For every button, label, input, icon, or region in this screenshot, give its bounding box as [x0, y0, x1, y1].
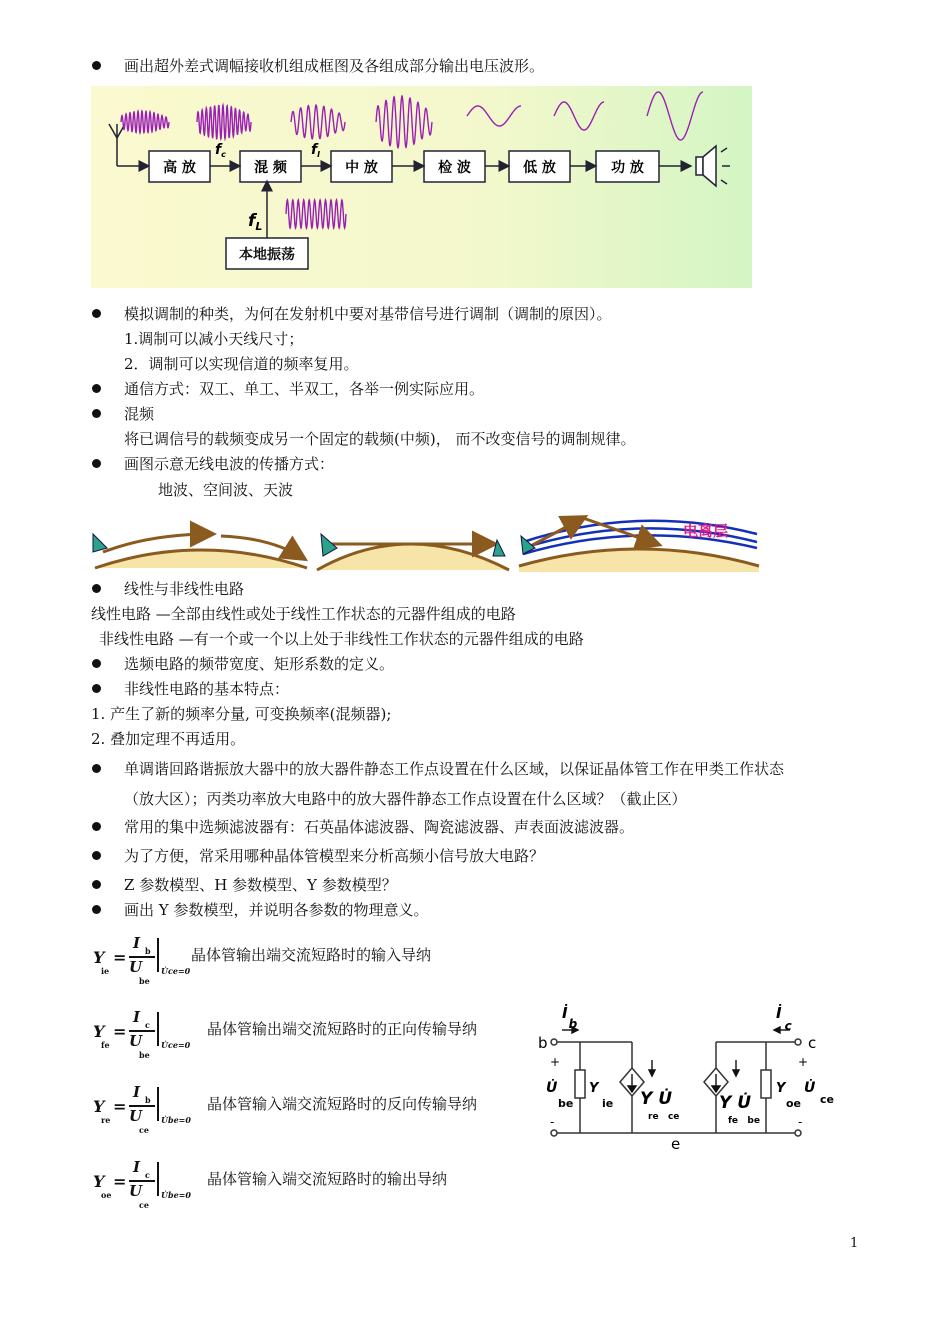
- bullet-3-text: 通信方式：双工、单工、半双工，各举一例实际应用。: [124, 380, 485, 398]
- numerator: I: [133, 1083, 141, 1101]
- antenna-icon: [93, 534, 107, 552]
- formula-description: 晶体管输入端交流短路时的输出导纳: [207, 1170, 448, 1188]
- block-label: 低 放: [523, 160, 556, 176]
- ionosphere-label: 电离层: [683, 522, 729, 540]
- local-oscillator-label: 本地振荡: [239, 247, 295, 263]
- yfe-sub: fe be: [728, 1116, 760, 1126]
- ground-wave-panel: [91, 534, 321, 568]
- propagation-figure: [91, 512, 761, 572]
- formula-symbol-sub: re: [101, 1115, 111, 1125]
- denominator: U: [129, 1032, 143, 1050]
- formula-yre: [91, 1083, 531, 1143]
- antenna-icon: [493, 540, 505, 556]
- denominator-sub: ce: [139, 1200, 149, 1210]
- formula-symbol-sub: oe: [101, 1190, 112, 1200]
- node-b-label: b: [538, 1034, 548, 1052]
- bullet-dot: [92, 384, 101, 393]
- bullet-7-text: 选频电路的频带宽度、矩形系数的定义。: [124, 655, 395, 673]
- bullet-dot: [92, 459, 101, 468]
- node-c-label: c: [808, 1034, 817, 1052]
- yoe-label: Y: [776, 1081, 786, 1096]
- propagation-types: 地波、空间波、天波: [158, 481, 294, 499]
- block-label: 混 频: [254, 160, 287, 176]
- bullet-12-text: Z 参数模型、H 参数模型、Y 参数模型？: [124, 876, 397, 894]
- plus-right: +: [798, 1055, 809, 1069]
- formula-symbol: Y: [93, 1022, 105, 1041]
- bullet-dot: [92, 584, 101, 593]
- formula-description: 晶体管输入端交流短路时的反向传输导纳: [207, 1095, 478, 1113]
- fi-label: $f_I$: [311, 142, 321, 159]
- mixing-definition: 将已调信号的载频变成另一个固定的载频(中频)， 而不改变信号的调制规律。: [124, 430, 636, 448]
- formula-condition: U̇be=0: [161, 1190, 191, 1200]
- bullet-dot: [92, 905, 101, 914]
- node-e-label: e: [671, 1135, 681, 1153]
- uce-sub: ce: [820, 1093, 834, 1106]
- modulation-reason-2: 2．调制可以实现信道的频率复用。: [124, 355, 359, 373]
- yoe-sub: oe: [786, 1097, 802, 1110]
- ib-label: $İ_b$: [562, 1004, 578, 1031]
- ube-sub: be: [558, 1097, 574, 1110]
- bullet-dot: [92, 659, 101, 668]
- y-parameter-circuit: [536, 1000, 846, 1160]
- denominator: U: [129, 958, 143, 976]
- uce-label: U̇: [804, 1080, 816, 1096]
- denominator: U: [129, 1107, 143, 1125]
- terminal-b: [551, 1039, 557, 1045]
- nonlinear-feature-2: 2. 叠加定理不再适用。: [91, 730, 246, 748]
- formula-yfe: [91, 1008, 531, 1068]
- bullet-5-text: 画图示意无线电波的传播方式：: [124, 455, 335, 473]
- ube-label: U̇: [546, 1080, 558, 1096]
- denominator: U: [129, 1182, 143, 1200]
- modulation-reason-1: 1.调制可以减小天线尺寸；: [124, 330, 304, 348]
- circuit-svg: [536, 1000, 846, 1160]
- nonlinear-circuit-def: 非线性电路 —有一个或一个以上处于非线性工作状态的元器件组成的电路: [99, 630, 584, 648]
- plus-left: +: [550, 1055, 561, 1069]
- bullet-8-text: 非线性电路的基本特点：: [124, 680, 290, 698]
- superheterodyne-block-diagram: [91, 86, 752, 288]
- nonlinear-feature-1: 1. 产生了新的频率分量, 可变换频率(混频器);: [91, 705, 392, 723]
- yre-sub: re ce: [648, 1112, 680, 1122]
- bullet-6-text: 线性与非线性电路: [124, 580, 245, 598]
- formula-symbol-sub: fe: [101, 1040, 110, 1050]
- denominator-sub: be: [139, 1050, 150, 1060]
- eval-bar: [157, 1162, 159, 1196]
- terminal-c: [795, 1039, 801, 1045]
- yfe-label: Y U̇: [719, 1093, 752, 1113]
- formula-description: 晶体管输出端交流短路时的正向传输导纳: [207, 1020, 478, 1038]
- yie-sub: ie: [602, 1097, 614, 1110]
- bullet-9-text: 单调谐回路谐振放大器中的放大器件静态工作点设置在什么区域，以保证晶体管工作在甲类工作状态: [124, 760, 785, 778]
- eval-bar: [157, 1012, 159, 1046]
- numerator: I: [133, 934, 141, 952]
- bullet-13-text: 画出 Y 参数模型，并说明各参数的物理意义。: [124, 901, 429, 919]
- bullet-1-text: 画出超外差式调幅接收机组成框图及各组成部分输出电压波形。: [124, 57, 545, 75]
- yie-resistor: [575, 1070, 585, 1098]
- formula-description: 晶体管输出端交流短路时的输入导纳: [191, 946, 432, 964]
- eval-bar: [157, 938, 159, 972]
- block-label: 功 放: [611, 160, 644, 176]
- bullet-10-text: 常用的集中选频滤波器有：石英晶体滤波器、陶瓷滤波器、声表面波滤波器。: [124, 818, 635, 836]
- bullet-dot: [92, 880, 101, 889]
- bullet-dot: [92, 684, 101, 693]
- bullet-dot: [92, 61, 101, 70]
- bullet-11-text: 为了方便，常采用哪种晶体管模型来分析高频小信号放大电路？: [124, 847, 545, 865]
- minus-right: -: [798, 1115, 803, 1129]
- formula-symbol-sub: ie: [101, 966, 110, 976]
- equals-sign: =: [113, 1172, 127, 1191]
- minus-left: -: [550, 1115, 555, 1129]
- formula-symbol: Y: [93, 1172, 105, 1191]
- numerator: I: [133, 1158, 141, 1176]
- denominator-sub: ce: [139, 1125, 149, 1135]
- bullet-4-text: 混频: [124, 405, 155, 423]
- equals-sign: =: [113, 1097, 127, 1116]
- block-label: 高 放: [163, 160, 196, 176]
- block-label: 检 波: [438, 160, 471, 176]
- equals-sign: =: [113, 1022, 127, 1041]
- yre-label: Y U̇: [640, 1089, 673, 1109]
- bullet-dot: [92, 309, 101, 318]
- formula-condition: U̇be=0: [161, 1115, 191, 1125]
- formula-condition: U̇ce=0: [161, 966, 191, 976]
- numerator-sub: c: [145, 1020, 150, 1030]
- propagation-svg: [91, 512, 761, 572]
- equals-sign: =: [113, 948, 127, 967]
- bullet-9-text-cont: （放大区）；丙类功率放大电路中的放大器件静态工作点设置在什么区域？（截止区）: [124, 790, 687, 808]
- bullet-2-text: 模拟调制的种类，为何在发射机中要对基带信号进行调制（调制的原因）。: [124, 305, 612, 323]
- denominator-sub: be: [139, 976, 150, 986]
- sky-wave-panel: [519, 518, 759, 572]
- eval-bar: [157, 1087, 159, 1121]
- formula-yie: [91, 934, 531, 994]
- ic-label: $İ_c$: [776, 1004, 792, 1033]
- bullet-dot: [92, 764, 101, 773]
- fc-label: $f_c$: [215, 142, 226, 159]
- bullet-dot: [92, 851, 101, 860]
- yie-label: Y: [589, 1081, 599, 1096]
- formula-yoe: [91, 1158, 531, 1218]
- block-label: 中 放: [345, 160, 378, 176]
- bullet-dot: [92, 409, 101, 418]
- block-diagram-svg: [91, 86, 752, 288]
- yoe-resistor: [761, 1070, 771, 1098]
- formula-symbol: Y: [93, 948, 105, 967]
- page-number: 1: [850, 1236, 859, 1251]
- numerator-sub: c: [145, 1170, 150, 1180]
- formula-symbol: Y: [93, 1097, 105, 1116]
- fl-label: $f_L$: [248, 211, 263, 233]
- linear-circuit-def: 线性电路 —全部由线性或处于线性工作状态的元器件组成的电路: [91, 605, 516, 623]
- numerator: I: [133, 1008, 141, 1026]
- space-wave-panel: [317, 534, 509, 570]
- numerator-sub: b: [145, 1095, 151, 1105]
- bullet-dot: [92, 822, 101, 831]
- formula-condition: U̇ce=0: [161, 1040, 191, 1050]
- numerator-sub: b: [145, 946, 151, 956]
